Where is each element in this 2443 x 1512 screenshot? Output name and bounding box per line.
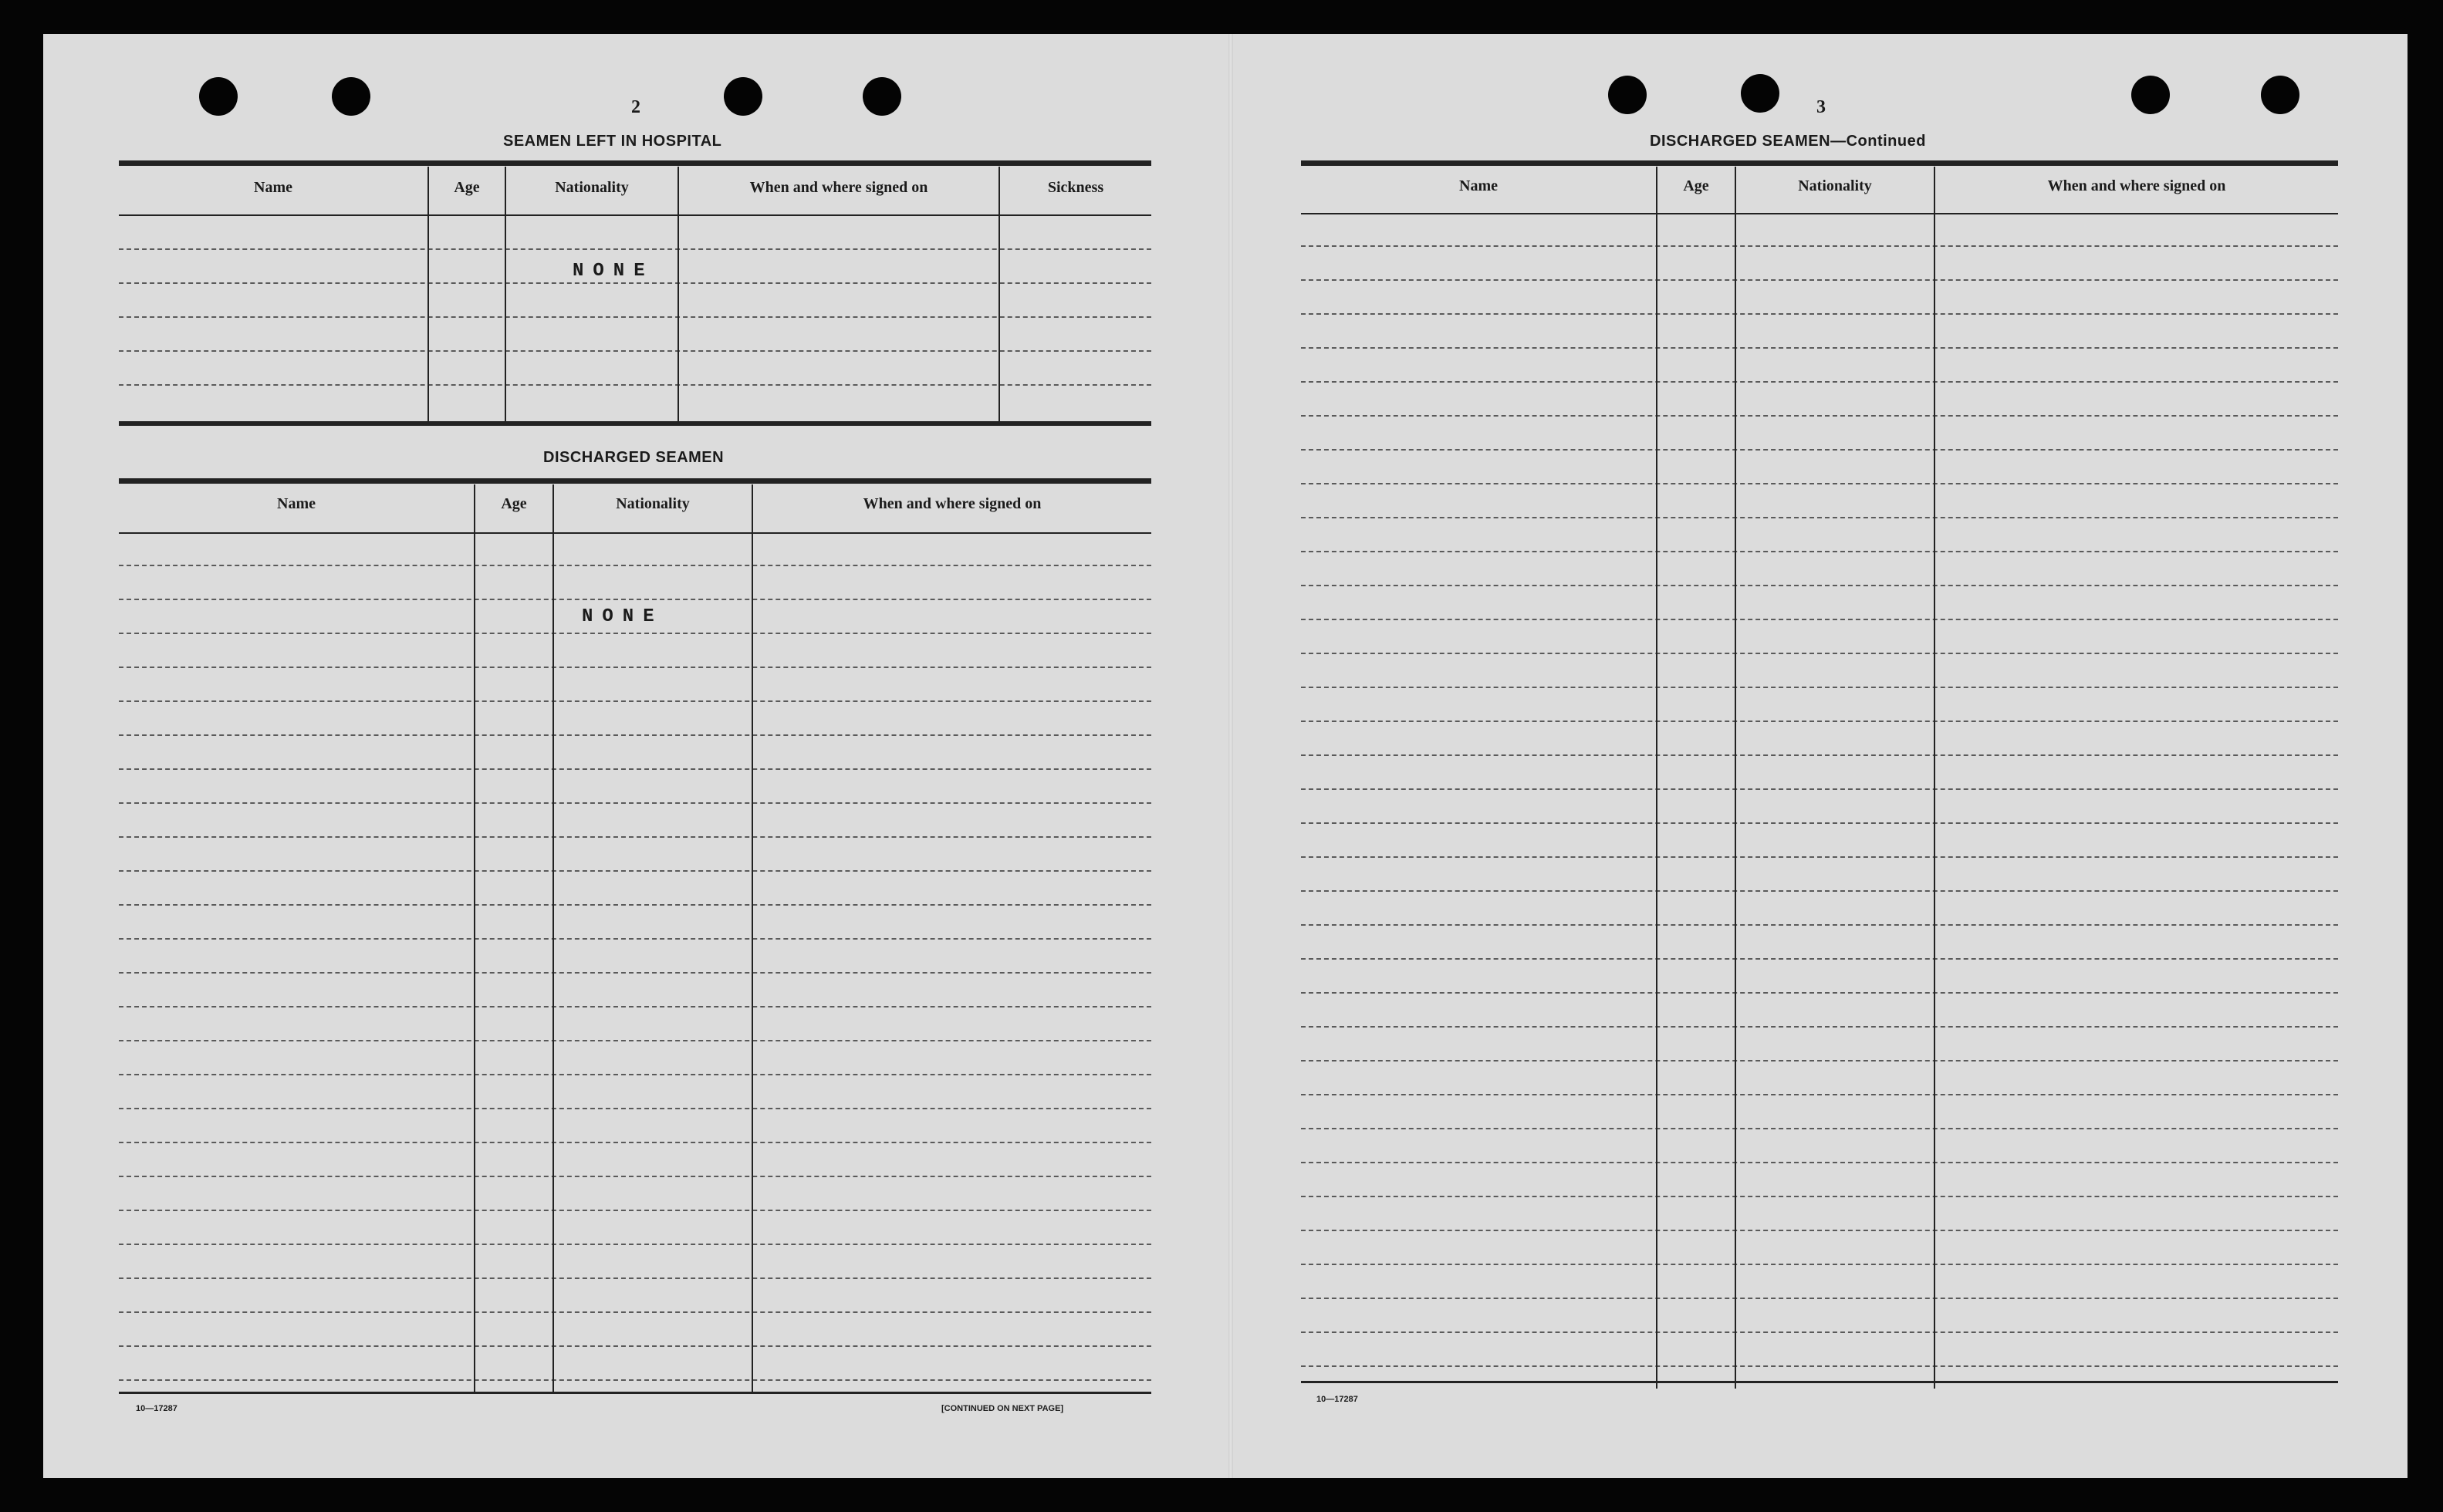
table-row [1301, 245, 2338, 247]
table-row [1301, 415, 2338, 417]
column-divider [474, 484, 475, 1392]
column-divider [752, 484, 753, 1392]
table-row [119, 599, 1151, 600]
table-row [1301, 1365, 2338, 1367]
punch-hole [199, 77, 238, 116]
table-row [1301, 1162, 2338, 1163]
table-row [119, 1074, 1151, 1075]
none-stamp: NONE [573, 261, 654, 282]
table-row [1301, 449, 2338, 451]
table-row [119, 972, 1151, 974]
table-row [119, 1379, 1151, 1381]
table-row [119, 1176, 1151, 1177]
table-row [119, 633, 1151, 634]
table-row [1301, 619, 2338, 620]
hospital-table-title: SEAMEN LEFT IN HOSPITAL [503, 133, 722, 150]
column-header-age: Age [501, 495, 527, 512]
table-row [119, 870, 1151, 872]
table-row [119, 316, 1151, 318]
column-divider [1656, 167, 1657, 1389]
table-bottom-rule [1301, 1381, 2338, 1383]
table-row [119, 700, 1151, 702]
continued-note: [CONTINUED ON NEXT PAGE] [941, 1404, 1064, 1413]
table-row [119, 565, 1151, 566]
table-row [119, 1006, 1151, 1007]
page-fold [1228, 34, 1233, 1478]
table-row [1301, 347, 2338, 349]
table-row [1301, 788, 2338, 790]
table-row [1301, 483, 2338, 484]
table-row [1301, 1331, 2338, 1333]
table-row [1301, 653, 2338, 654]
column-header-age: Age [454, 179, 480, 196]
table-row [1301, 1298, 2338, 1299]
table-row [119, 350, 1151, 352]
column-header-sickness: Sickness [1047, 179, 1104, 196]
punch-hole [1741, 74, 1779, 113]
table-row [119, 282, 1151, 284]
column-divider [427, 167, 429, 423]
table-row [1301, 1094, 2338, 1095]
punch-hole [724, 77, 762, 116]
table-row [1301, 1060, 2338, 1061]
column-header-signed-on: When and where signed on [863, 495, 1042, 512]
page-number-right: 3 [1816, 97, 1826, 117]
punch-hole [332, 77, 370, 116]
hospital-table [119, 160, 1151, 426]
table-row [1301, 958, 2338, 960]
table-row [1301, 687, 2338, 688]
table-row [119, 248, 1151, 250]
form-number-left: 10—17287 [136, 1404, 177, 1413]
discharged-continued-title: DISCHARGED SEAMEN—Continued [1650, 133, 1926, 150]
table-row [119, 1040, 1151, 1041]
table-top-rule [1301, 160, 2338, 166]
column-divider [1735, 167, 1736, 1389]
table-row [119, 1311, 1151, 1313]
table-top-rule [119, 160, 1151, 166]
table-row [1301, 924, 2338, 926]
punch-hole [863, 77, 901, 116]
table-row [119, 1142, 1151, 1143]
header-divider [119, 214, 1151, 216]
table-row [119, 904, 1151, 906]
punch-hole [1608, 76, 1647, 114]
table-row [1301, 721, 2338, 722]
header-divider [119, 532, 1151, 534]
column-header-signed-on: When and where signed on [749, 179, 928, 196]
table-row [119, 836, 1151, 838]
table-row [1301, 1026, 2338, 1028]
table-row [119, 667, 1151, 668]
discharged-table-title: DISCHARGED SEAMEN [543, 449, 725, 466]
table-row [1301, 890, 2338, 892]
table-row [1301, 313, 2338, 315]
column-divider [677, 167, 679, 423]
table-row [1301, 551, 2338, 552]
column-divider [552, 484, 554, 1392]
column-header-name: Name [277, 495, 316, 512]
table-row [119, 1345, 1151, 1347]
table-row [119, 1108, 1151, 1109]
column-divider [998, 167, 1000, 423]
table-row [119, 734, 1151, 736]
column-divider [505, 167, 506, 423]
punch-hole [2131, 76, 2170, 114]
table-row [1301, 822, 2338, 824]
column-header-age: Age [1683, 177, 1709, 194]
column-header-name: Name [1459, 177, 1498, 194]
column-divider [1934, 167, 1935, 1389]
table-row [1301, 1264, 2338, 1265]
table-row [1301, 754, 2338, 756]
column-header-name: Name [254, 179, 292, 196]
punch-hole [2261, 76, 2299, 114]
table-bottom-rule [119, 421, 1151, 426]
table-row [119, 1210, 1151, 1211]
table-row [1301, 517, 2338, 518]
column-header-nationality: Nationality [1798, 177, 1872, 194]
form-number-right: 10—17287 [1316, 1395, 1358, 1404]
none-stamp: NONE [582, 606, 664, 627]
table-row [119, 1244, 1151, 1245]
table-row [1301, 1230, 2338, 1231]
table-row [119, 384, 1151, 386]
table-bottom-rule [119, 1392, 1151, 1394]
table-row [1301, 585, 2338, 586]
column-header-nationality: Nationality [555, 179, 629, 196]
column-header-nationality: Nationality [616, 495, 690, 512]
discharged-continued-table [1301, 160, 2338, 1395]
table-row [1301, 1196, 2338, 1197]
table-row [119, 938, 1151, 940]
table-row [1301, 992, 2338, 994]
table-row [1301, 279, 2338, 281]
table-row [119, 768, 1151, 770]
column-header-signed-on: When and where signed on [2047, 177, 2226, 194]
header-divider [1301, 213, 2338, 214]
table-row [1301, 856, 2338, 858]
table-row [119, 802, 1151, 804]
table-row [1301, 1128, 2338, 1129]
table-row [1301, 381, 2338, 383]
table-top-rule [119, 478, 1151, 484]
page-number-left: 2 [631, 97, 640, 117]
table-row [119, 1277, 1151, 1279]
